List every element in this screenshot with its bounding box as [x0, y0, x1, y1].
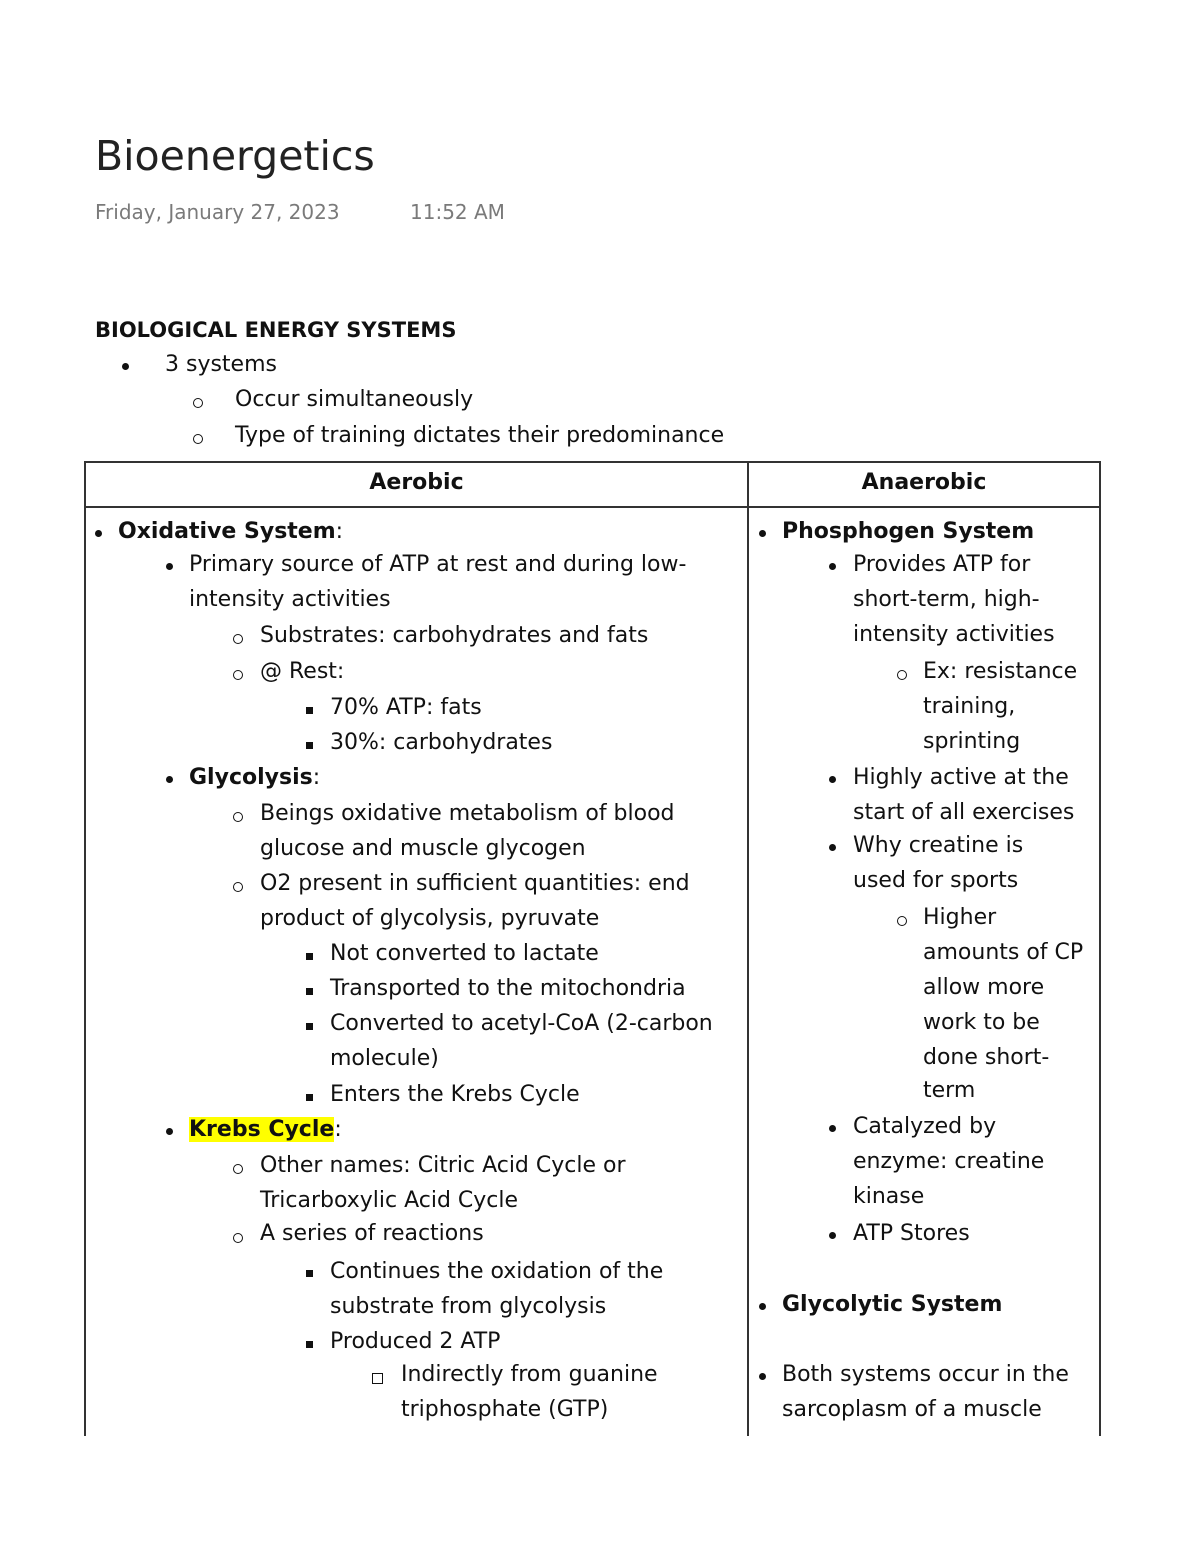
sub-bullet-simultaneous: Occur simultaneously [235, 387, 474, 412]
header-aerobic: Aerobic [369, 470, 464, 495]
text-line: allow more [923, 975, 1045, 1000]
section-heading: BIOLOGICAL ENERGY SYSTEMS [95, 318, 457, 342]
glycolysis-colon: : [312, 765, 321, 790]
bullet-icon [759, 1303, 766, 1310]
text-line: ATP Stores [853, 1221, 970, 1246]
text-line: Highly active at the [853, 765, 1069, 790]
bullet-icon [759, 530, 766, 537]
krebs-cycle-item [189, 1117, 342, 1143]
text-line: Ex: resistance [923, 659, 1078, 684]
square-bullet-icon [306, 1023, 313, 1030]
bullet-icon [95, 530, 102, 537]
krebs-cycle-colon: : [334, 1117, 342, 1142]
page-date: Friday, January 27, 2023 [95, 200, 340, 224]
square-bullet-icon [306, 988, 313, 995]
table-top-border [84, 461, 1101, 463]
text-line: triphosphate (GTP) [401, 1397, 609, 1422]
circle-bullet-icon [233, 1164, 243, 1174]
text-line: Why creatine is [853, 833, 1024, 858]
text-line: 70% ATP: fats [330, 695, 482, 720]
bullet-icon [829, 844, 836, 851]
table-right-border [1099, 461, 1101, 1436]
table-header-border [84, 506, 1101, 508]
bullet-icon [122, 363, 129, 370]
text-line: start of all exercises [853, 800, 1075, 825]
text-line: A series of reactions [260, 1221, 484, 1246]
oxidative-system-item [118, 519, 343, 545]
square-bullet-icon [306, 707, 313, 714]
text-line: Tricarboxylic Acid Cycle [260, 1188, 519, 1213]
text-line: Higher [923, 905, 997, 930]
page-time: 11:52 AM [410, 200, 505, 224]
bullet-icon [829, 563, 836, 570]
text-line: Produced 2 ATP [330, 1329, 501, 1354]
text-line: sprinting [923, 729, 1021, 754]
text-line: done short- [923, 1045, 1050, 1070]
text-line: Not converted to lactate [330, 941, 599, 966]
text-line: Primary source of ATP at rest and during low- [189, 552, 687, 577]
text-line: Substrates: carbohydrates and fats [260, 623, 649, 648]
circle-bullet-icon [233, 634, 243, 644]
text-line: sarcoplasm of a muscle [782, 1397, 1042, 1422]
bullet-icon [829, 776, 836, 783]
square-bullet-icon [306, 1341, 313, 1348]
bullet-icon [166, 1128, 173, 1135]
phosphogen-system-title: Phosphogen System [782, 519, 1035, 544]
text-line: Both systems occur in the [782, 1362, 1069, 1387]
text-line: glucose and muscle glycogen [260, 836, 586, 861]
circle-bullet-icon [233, 812, 243, 822]
circle-bullet-icon [897, 670, 907, 680]
text-line: substrate from glycolysis [330, 1294, 607, 1319]
text-line: Indirectly from guanine [401, 1362, 658, 1387]
krebs-cycle-title: Krebs Cycle [189, 1117, 335, 1142]
text-line: enzyme: creatine [853, 1149, 1045, 1174]
bullet-icon [166, 776, 173, 783]
text-line: training, [923, 694, 1016, 719]
text-line: intensity activities [189, 587, 391, 612]
circle-bullet-icon [193, 398, 203, 408]
text-line: 30%: carbohydrates [330, 730, 553, 755]
header-anaerobic: Anaerobic [861, 470, 987, 495]
square-bullet-icon [306, 742, 313, 749]
text-line: intensity activities [853, 622, 1055, 647]
text-line: used for sports [853, 868, 1019, 893]
text-line: molecule) [330, 1046, 439, 1071]
text-line: Continues the oxidation of the [330, 1259, 664, 1284]
bullet-icon [829, 1125, 836, 1132]
circle-bullet-icon [233, 670, 243, 680]
text-line: Enters the Krebs Cycle [330, 1082, 580, 1107]
text-line: amounts of CP [923, 940, 1084, 965]
oxidative-system-colon: : [335, 519, 344, 544]
bullet-icon [166, 563, 173, 570]
bullet-icon [759, 1373, 766, 1380]
square-bullet-icon [306, 1094, 313, 1101]
text-line: Catalyzed by [853, 1114, 997, 1139]
text-line: Converted to acetyl-CoA (2-carbon [330, 1011, 713, 1036]
page-title: Bioenergetics [95, 132, 375, 180]
text-line: Transported to the mitochondria [330, 976, 686, 1001]
oxidative-system-title: Oxidative System [118, 519, 336, 544]
circle-bullet-icon [897, 916, 907, 926]
table-left-border [84, 461, 86, 1436]
text-line: Provides ATP for [853, 552, 1031, 577]
checkbox-bullet-icon [372, 1373, 383, 1384]
square-bullet-icon [306, 1270, 313, 1277]
text-line: work to be [923, 1010, 1040, 1035]
text-line: kinase [853, 1184, 925, 1209]
sub-bullet-predominance: Type of training dictates their predominance [235, 423, 725, 448]
circle-bullet-icon [193, 434, 203, 444]
text-line: product of glycolysis, pyruvate [260, 906, 600, 931]
table-middle-border [747, 461, 749, 1436]
square-bullet-icon [306, 953, 313, 960]
glycolysis-item [189, 765, 320, 791]
text-line: Other names: Citric Acid Cycle or [260, 1153, 626, 1178]
bullet-icon [829, 1232, 836, 1239]
glycolysis-title: Glycolysis [189, 765, 313, 790]
text-line: term [923, 1078, 976, 1103]
text-line: Beings oxidative metabolism of blood [260, 801, 675, 826]
text-line: short-term, high- [853, 587, 1040, 612]
text-line: O2 present in sufficient quantities: end [260, 871, 690, 896]
text-line: @ Rest: [260, 659, 345, 684]
glycolytic-system-title: Glycolytic System [782, 1292, 1003, 1317]
circle-bullet-icon [233, 1233, 243, 1243]
bullet-systems: 3 systems [165, 352, 277, 377]
circle-bullet-icon [233, 882, 243, 892]
